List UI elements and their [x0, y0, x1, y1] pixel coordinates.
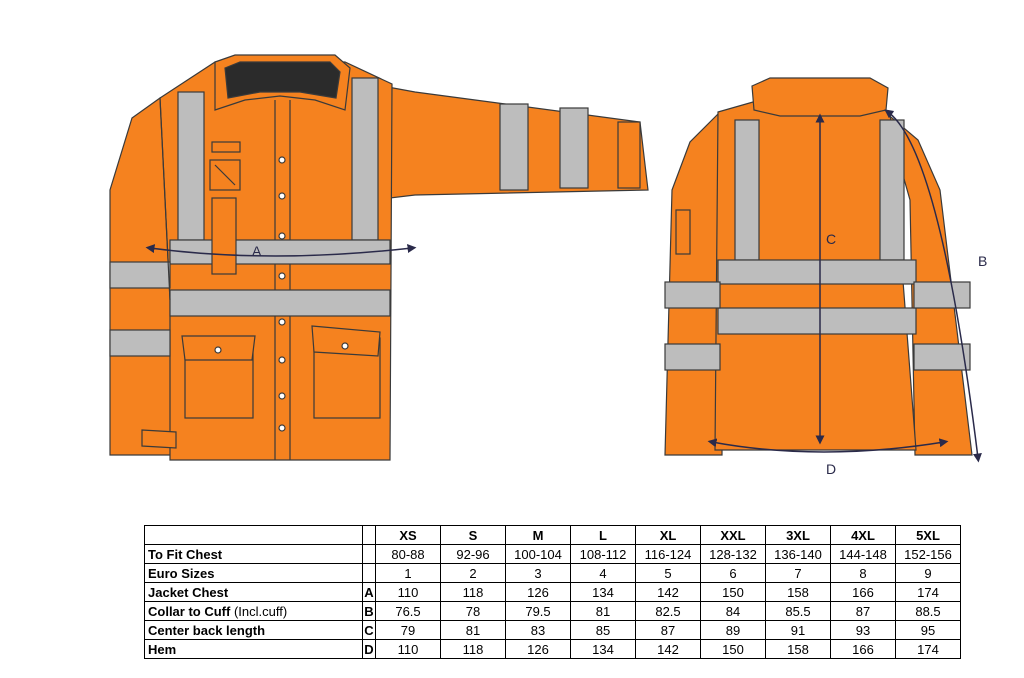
table-cell: 84 [701, 602, 766, 621]
table-cell: 152-156 [896, 545, 961, 564]
table-cell: 93 [831, 621, 896, 640]
measurement-key [363, 564, 376, 583]
table-row [145, 602, 961, 621]
table-cell: 78 [441, 602, 506, 621]
size-col-header: S [441, 526, 506, 545]
table-cell: 118 [441, 640, 506, 659]
measurement-key [363, 545, 376, 564]
table-cell: 76.5 [376, 602, 441, 621]
table-cell: 79 [376, 621, 441, 640]
row-label-text: Center back length [148, 622, 266, 638]
table-cell: 7 [766, 564, 831, 583]
row-label [145, 640, 363, 659]
table-cell: 6 [701, 564, 766, 583]
row-label [145, 583, 363, 602]
table-cell: 110 [376, 583, 441, 602]
table-cell: 8 [831, 564, 896, 583]
table-cell: 95 [896, 621, 961, 640]
table-cell: 81 [571, 602, 636, 621]
size-col-header: XS [376, 526, 441, 545]
measurement-key: D [364, 641, 374, 657]
table-cell: 100-104 [506, 545, 571, 564]
measurement-key: B [364, 603, 374, 619]
size-chart-table [144, 525, 961, 659]
table-cell: 5 [636, 564, 701, 583]
front-view [110, 55, 648, 460]
label-c: C [826, 231, 837, 247]
table-cell: 142 [636, 640, 701, 659]
table-cell: 128-132 [701, 545, 766, 564]
table-cell: 144-148 [831, 545, 896, 564]
row-label [145, 564, 363, 583]
label-a: A [252, 243, 262, 259]
row-label-note: (Incl.cuff) [230, 603, 288, 619]
back-view [665, 78, 972, 455]
row-label-text: Jacket Chest [148, 584, 229, 600]
measurement-key: A [364, 584, 374, 600]
table-cell: 142 [636, 583, 701, 602]
table-cell: 150 [701, 583, 766, 602]
table-cell: 158 [766, 583, 831, 602]
table-cell: 82.5 [636, 602, 701, 621]
table-cell: 83 [506, 621, 571, 640]
size-col-header: M [506, 526, 571, 545]
table-cell: 150 [701, 640, 766, 659]
table-cell: 87 [636, 621, 701, 640]
table-cell: 4 [571, 564, 636, 583]
row-label-text: Euro Sizes [148, 565, 215, 581]
table-cell: 174 [896, 583, 961, 602]
size-col-header: 5XL [896, 526, 961, 545]
label-d: D [826, 461, 837, 477]
table-cell: 108-112 [571, 545, 636, 564]
row-label [145, 602, 363, 621]
header-blank [145, 526, 363, 545]
size-col-header: XL [636, 526, 701, 545]
table-row [145, 583, 961, 602]
size-col-header: XXL [701, 526, 766, 545]
table-cell: 174 [896, 640, 961, 659]
size-header-row [145, 526, 961, 545]
table-cell: 80-88 [376, 545, 441, 564]
table-row [145, 564, 961, 583]
table-cell: 89 [701, 621, 766, 640]
table-cell: 91 [766, 621, 831, 640]
table-cell: 126 [506, 640, 571, 659]
table-cell: 9 [896, 564, 961, 583]
table-cell: 85.5 [766, 602, 831, 621]
table-row [145, 640, 961, 659]
table-row [145, 545, 961, 564]
row-label [145, 545, 363, 564]
table-cell: 136-140 [766, 545, 831, 564]
table-cell: 79.5 [506, 602, 571, 621]
size-col-header: L [571, 526, 636, 545]
size-col-header: 4XL [831, 526, 896, 545]
table-cell: 126 [506, 583, 571, 602]
table-cell: 116-124 [636, 545, 701, 564]
table-cell: 3 [506, 564, 571, 583]
size-col-header: 3XL [766, 526, 831, 545]
table-cell: 85 [571, 621, 636, 640]
table-cell: 87 [831, 602, 896, 621]
table-cell: 118 [441, 583, 506, 602]
row-label-text: Collar to Cuff [148, 603, 231, 619]
row-label [145, 621, 363, 640]
table-cell: 166 [831, 583, 896, 602]
table-cell: 92-96 [441, 545, 506, 564]
row-label-text: Hem [148, 641, 177, 657]
table-cell: 2 [441, 564, 506, 583]
table-cell: 1 [376, 564, 441, 583]
size-table-body [145, 545, 961, 659]
table-cell: 158 [766, 640, 831, 659]
table-cell: 166 [831, 640, 896, 659]
table-row [145, 621, 961, 640]
table-cell: 88.5 [896, 602, 961, 621]
table-cell: 134 [571, 583, 636, 602]
table-cell: 81 [441, 621, 506, 640]
measurement-key: C [364, 622, 374, 638]
header-key-blank [363, 526, 376, 545]
row-label-text: To Fit Chest [148, 546, 223, 562]
table-cell: 134 [571, 640, 636, 659]
table-cell: 110 [376, 640, 441, 659]
label-b: B [978, 253, 988, 269]
